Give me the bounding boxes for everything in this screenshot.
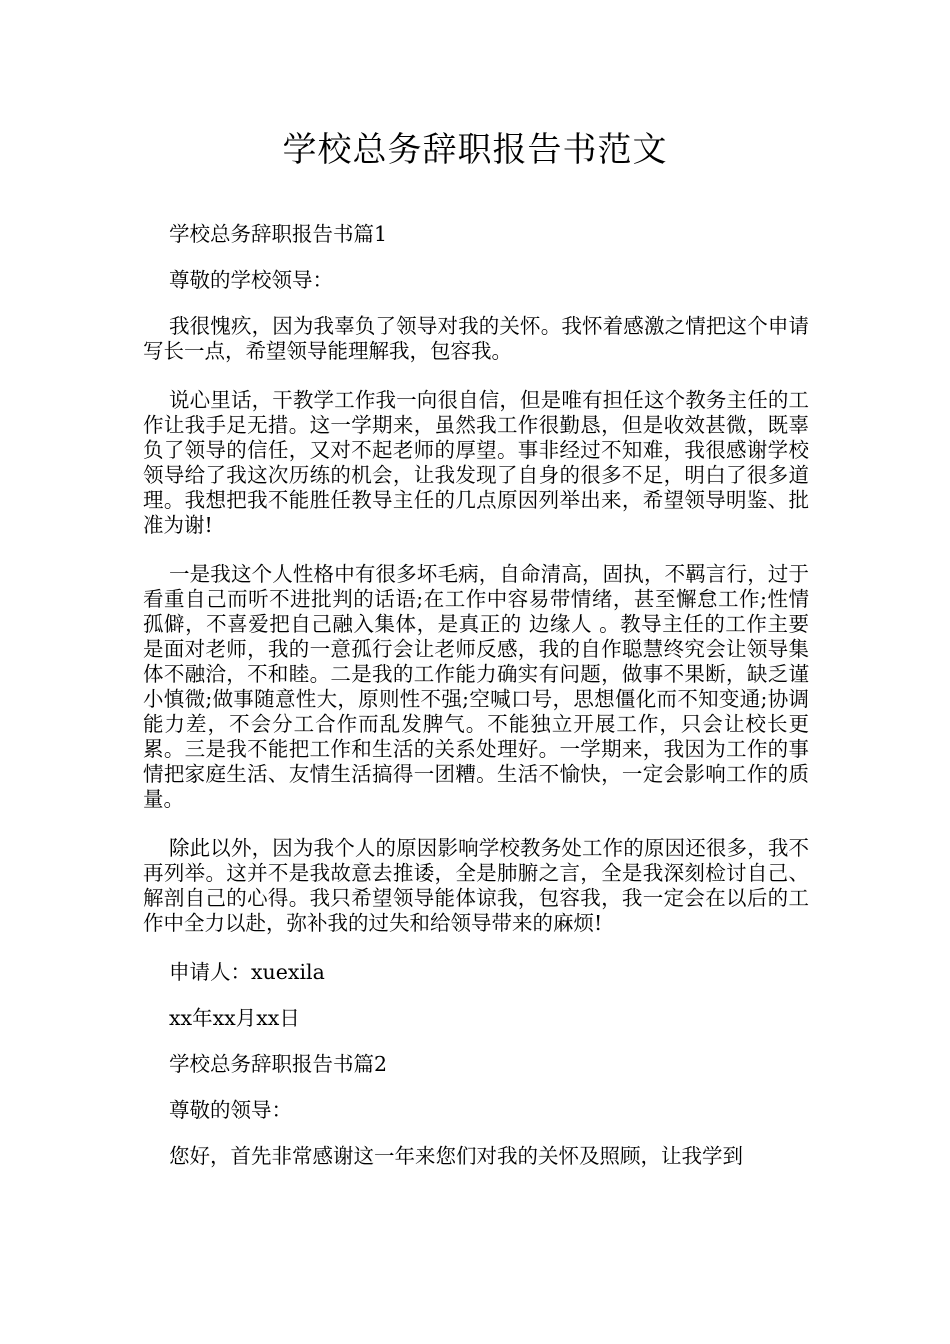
applicant-line: 申请人：xuexila [169,960,325,984]
paragraph-closing: 除此以外，因为我个人的原因影响学校教务处工作的原因还很多，我不再列举。这并不是我故意去推诿，全是肺腑之言，全是我深刻检讨自己、解剖自己的心得。我只希望领导能体谅我，包容我，我一定会在以后的工作中全力以赴，弥补我的过失和给领导带来的麻烦! [143,836,809,935]
salutation-2: 尊敬的领导： [169,1098,292,1122]
date-line: xx年xx月xx日 [169,1006,300,1030]
section-heading-1: 学校总务辞职报告书篇1 [169,222,388,246]
salutation-1: 尊敬的学校领导： [169,268,333,292]
paragraph-reasons: 一是我这个人性格中有很多坏毛病，自命清高，固执，不羁言行，过于看重自己而听不进批判的话语;在工作中容易带情绪，甚至懈怠工作;性情孤僻，不喜爱把自己融入集体，是真正的 边缘人 。教导主任的工作主要是面对老师，我的一意孤行会让老师反感，我的自作聪慧终究会让领导集体不融洽，不和睦。二是我的工作能力确实有问题，做事不果断，缺乏谨小慎微;做事随意性大，原则性不强;空喊口号，思想僵化而不知变通;协调能力差，不会分工合作而乱发脾气。不能独立开展工作，只会让校长更累。三是我不能把工作和生活的关系处理好。一学期来，我因为工作的事情把家庭生活、友情生活搞得一团糟。生活不愉快，一定会影响工作的质量。 [143,562,809,811]
section-heading-2: 学校总务辞职报告书篇2 [169,1052,388,1076]
document-title: 学校总务辞职报告书范文 [282,130,668,170]
document-body [143,222,809,1190]
paragraph-intro: 我很愧疚，因为我辜负了领导对我的关怀。我怀着感激之情把这个申请写长一点，希望领导能理解我，包容我。 [143,314,809,363]
paragraph-reason-summary: 说心里话，干教学工作我一向很自信，但是唯有担任这个教务主任的工作让我手足无措。这一学期来，虽然我工作很勤恳，但是收效甚微，既辜负了领导的信任，又对不起老师的厚望。事非经过不知难，我很感谢学校领导给了我这次历练的机会，让我发现了自身的很多不足，明白了很多道理。我想把我不能胜任教导主任的几点原因列举出来，希望领导明鉴、批准为谢! [143,388,809,537]
paragraph-second-intro: 您好，首先非常感谢这一年来您们对我的关怀及照顾，让我学到 [169,1144,743,1168]
